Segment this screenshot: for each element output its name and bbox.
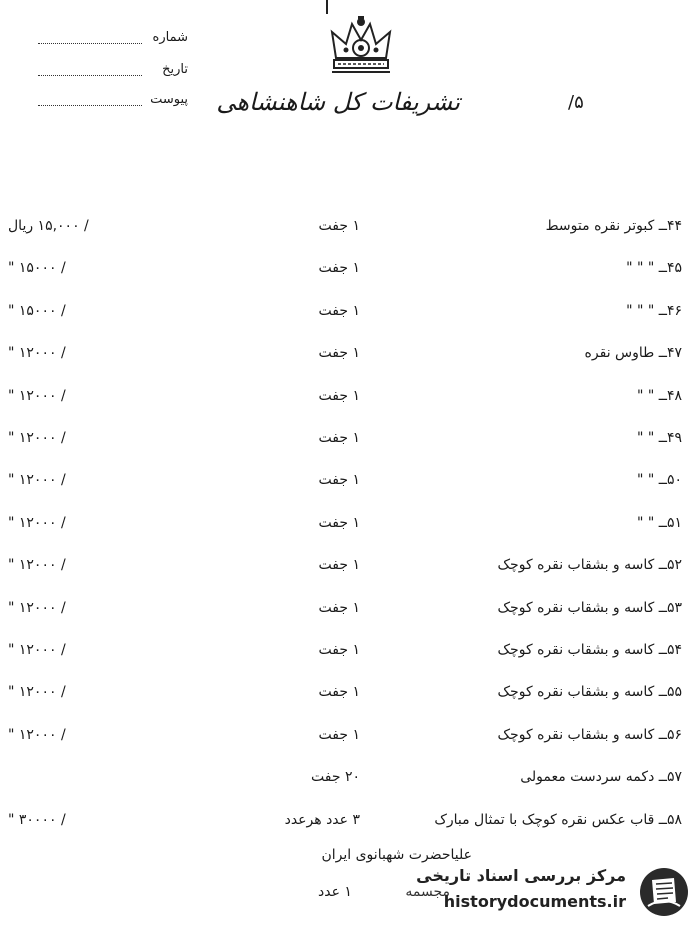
office-title: تشریفات کل شاهنشاهی [216,88,460,116]
item-description: ۵۵ــ کاسه و بشقاب نقره کوچک [497,684,682,700]
item-row [0,812,700,834]
item-row [0,684,700,706]
date-field [38,62,188,84]
item-description: ۵۸ــ قاب عکس نقره کوچک با تمثال مبارک [434,812,682,828]
item-row [0,345,700,367]
item-quantity: ۱ جفت [318,684,360,700]
watermark-site: historydocuments.ir [443,892,626,911]
item-quantity: ۱ جفت [318,557,360,573]
item-row [0,769,700,791]
item-row [0,260,700,282]
item-row [0,515,700,537]
item-row [0,557,700,579]
crown-emblem-icon [328,14,394,78]
attachment-field [38,92,188,114]
watermark-name: مرکز بررسی اسناد تاریخی [416,866,626,885]
watermark [408,862,698,922]
top-tick-mark [326,0,328,14]
item-quantity: ۳ عدد هرعدد [284,812,360,828]
number-field [38,30,188,52]
item-price: / ۱۵,۰۰۰ ریال [8,218,89,234]
item-price: / ۱۲۰۰۰ " [8,557,66,573]
date-label: تاریخ [162,62,188,77]
date-line [38,75,142,76]
attachment-label: پیوست [150,92,188,107]
footer-quantity: ۱ عدد [318,884,352,900]
number-label: شماره [152,30,188,45]
item-quantity: ۱ جفت [318,600,360,616]
item-row [0,388,700,410]
archive-logo-icon [636,866,692,918]
item-quantity: ۱ جفت [318,472,360,488]
item-quantity: ۱ جفت [318,345,360,361]
item-price: / ۱۲۰۰۰ " [8,642,66,658]
item-description: ۵۱ــ " " [636,515,682,531]
item-description: ۴۵ــ " " " [626,260,682,276]
item-row [0,430,700,452]
attachment-line [38,105,142,106]
item-quantity: ۱ جفت [318,303,360,319]
item-quantity: ۱ جفت [318,727,360,743]
item-row [0,472,700,494]
item-price: / ۱۲۰۰۰ " [8,727,66,743]
footer-partial-item: مجسمه [405,884,450,900]
item-description: ۴۴ــ کبوتر نقره متوسط [545,218,682,234]
item-description: ۴۹ــ " " [636,430,682,446]
item-description: ۵۲ــ کاسه و بشقاب نقره کوچک [497,557,682,573]
item-row [0,642,700,664]
item-quantity: ۲۰ جفت [311,769,360,785]
item-row [0,303,700,325]
item-description: ۵۴ــ کاسه و بشقاب نقره کوچک [497,642,682,658]
number-line [38,43,142,44]
item-description: ۵۶ــ کاسه و بشقاب نقره کوچک [497,727,682,743]
item-price: / ۱۲۰۰۰ " [8,430,66,446]
item-description: ۴۶ــ " " " [626,303,682,319]
item-price: / ۱۲۰۰۰ " [8,388,66,404]
item-quantity: ۱ جفت [318,642,360,658]
item-row [0,218,700,240]
item-description: ۵۳ــ کاسه و بشقاب نقره کوچک [497,600,682,616]
item-quantity: ۱ جفت [318,515,360,531]
item-quantity: ۱ جفت [318,430,360,446]
item-price: / ۱۵۰۰۰ " [8,260,66,276]
item-price: / ۱۲۰۰۰ " [8,515,66,531]
item-quantity: ۱ جفت [318,218,360,234]
item-price: / ۱۲۰۰۰ " [8,472,66,488]
item-description: ۵۰ــ " " [636,472,682,488]
item-quantity: ۱ جفت [318,260,360,276]
page-number: ۵/ [568,92,584,113]
item-row [0,600,700,622]
item-description: ۵۷ــ دکمه سردست معمولی [520,769,682,785]
item-description: ۴۸ــ " " [636,388,682,404]
item-quantity: ۱ جفت [318,388,360,404]
footer-dedication: علیاحضرت شهبانوی ایران [321,847,472,863]
item-price: / ۱۲۰۰۰ " [8,600,66,616]
item-price: / ۳۰۰۰۰ " [8,812,66,828]
item-row [0,727,700,749]
item-price: / ۱۲۰۰۰ " [8,345,66,361]
item-price: / ۱۵۰۰۰ " [8,303,66,319]
item-description: ۴۷ــ طاوس نقره [584,345,682,361]
item-price: / ۱۲۰۰۰ " [8,684,66,700]
